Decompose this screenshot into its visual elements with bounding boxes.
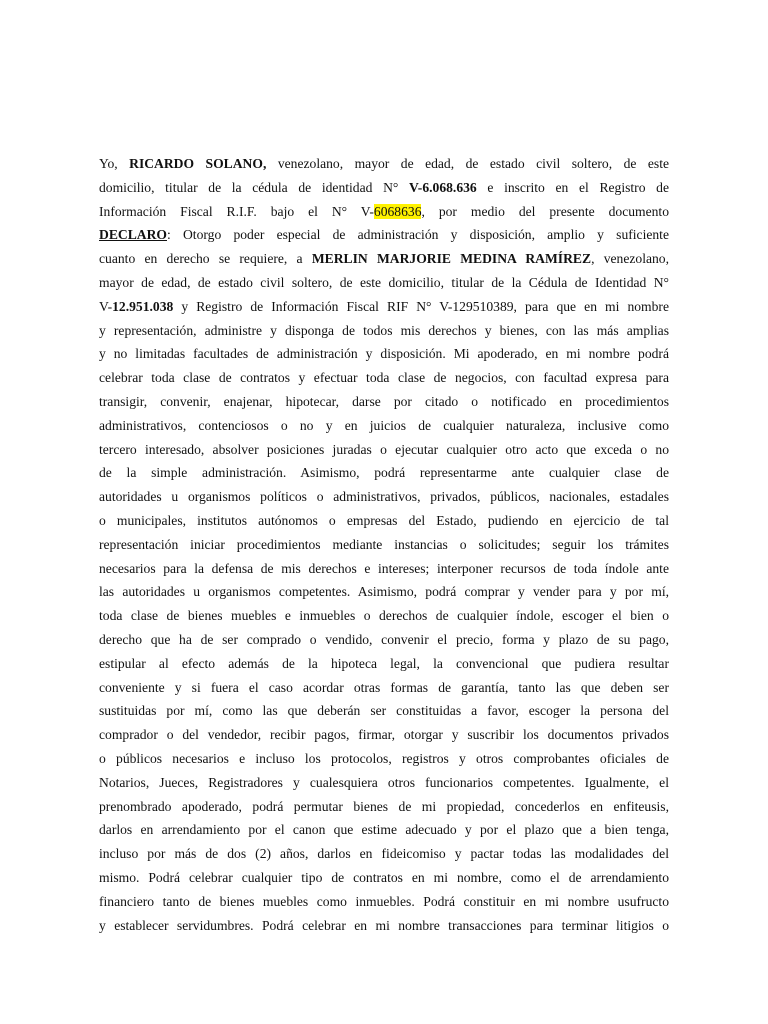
text-run: venezolano, mayor de edad, de estado civil soltero, de este bbox=[266, 156, 669, 171]
text-line bbox=[99, 533, 669, 557]
text-line bbox=[99, 485, 669, 509]
text-run: y no limitadas facultades de administración y disposición. Mi apoderado, en mi nombre podrá bbox=[99, 346, 669, 362]
text-run: prenombrado apoderado, podrá permutar bienes de mi propiedad, concederlos en enfiteusis, bbox=[99, 798, 669, 814]
text-line bbox=[99, 271, 669, 295]
text-run: y Registro de Información Fiscal RIF N° V-129510389, para que en mi nombre bbox=[173, 298, 669, 314]
text-run: estipular al efecto además de la hipoteca legal, la convencional que pudiera resultar bbox=[99, 655, 669, 671]
text-run: mayor de edad, de estado civil soltero, de este domicilio, titular de la Cédula de Identidad N° bbox=[99, 274, 669, 290]
text-run: financiero tanto de bienes muebles como inmuebles. Podrá constituir en mi nombre usufructo bbox=[99, 893, 669, 909]
text-run: de la simple administración. Asimismo, podrá representarme ante cualquier clase de bbox=[99, 465, 669, 481]
text-run: incluso por más de dos (2) años, darlos en fideicomiso y pactar todas las modalidades del bbox=[99, 846, 669, 862]
text-line bbox=[99, 723, 669, 747]
text-line bbox=[99, 628, 669, 652]
text-line bbox=[99, 604, 669, 628]
text-line bbox=[99, 438, 669, 462]
bold-text: MERLIN MARJORIE MEDINA RAMÍREZ bbox=[311, 251, 592, 267]
bold-text: RICARDO SOLANO, bbox=[129, 156, 267, 171]
text-run: tercero interesado, absolver posiciones juradas o ejecutar cualquier otro acto que exceda o no bbox=[99, 441, 669, 457]
text-line bbox=[99, 652, 669, 676]
text-run: toda clase de bienes muebles e inmuebles o derechos de cualquier índole, escoger el bien o bbox=[99, 608, 669, 624]
text-line bbox=[99, 200, 669, 224]
text-line bbox=[99, 699, 669, 723]
text-line bbox=[99, 676, 669, 700]
text-line bbox=[99, 890, 669, 914]
bold-text: 12.951.038 bbox=[112, 298, 174, 314]
text-run: mismo. Podrá celebrar cualquier tipo de contratos en mi nombre, como el de arrendamiento bbox=[99, 869, 669, 885]
text-run: las autoridades u organismos competentes. Asimismo, podrá comprar y vender para y por mí, bbox=[99, 584, 669, 600]
text-run: Notarios, Jueces, Registradores y cualesquiera otros funcionarios competentes. Igualmente, el bbox=[99, 774, 669, 790]
text-line bbox=[99, 580, 669, 604]
text-line bbox=[99, 223, 669, 247]
text-run: comprador o del vendedor, recibir pagos, firmar, otorgar y suscribir los documentos privados bbox=[99, 727, 669, 743]
text-run: : Otorgo poder especial de administración y disposición, amplio y suficiente bbox=[166, 227, 669, 243]
text-line bbox=[99, 390, 669, 414]
text-line bbox=[99, 152, 669, 176]
text-run: V- bbox=[99, 298, 113, 314]
text-run: o públicos necesarios e incluso los protocolos, registros y otros comprobantes oficiales de bbox=[99, 750, 669, 766]
text-line bbox=[99, 771, 669, 795]
text-run: derecho que ha de ser comprado o vendido, convenir el precio, forma y plazo de su pago, bbox=[99, 631, 669, 647]
document-body bbox=[99, 152, 669, 937]
text-run: domicilio, titular de la cédula de identidad N° bbox=[99, 179, 409, 195]
text-run: y establecer servidumbres. Podrá celebrar en mi nombre transacciones para terminar litigios o bbox=[99, 917, 669, 933]
text-run: representación iniciar procedimientos mediante instancias o solicitudes; seguir los trámites bbox=[99, 536, 669, 552]
text-run: o municipales, institutos autónomos o empresas del Estado, pudiendo en ejercicio de tal bbox=[99, 512, 669, 528]
text-line bbox=[99, 414, 669, 438]
bold-text: V-6.068.636 bbox=[409, 179, 477, 195]
text-line bbox=[99, 842, 669, 866]
text-run: cuanto en derecho se requiere, a bbox=[99, 251, 312, 267]
text-run: autoridades u organismos políticos o administrativos, privados, públicos, nacionales, estadales bbox=[99, 489, 669, 505]
text-run: transigir, convenir, enajenar, hipotecar, darse por citado o notificado en procedimientos bbox=[99, 393, 669, 409]
text-run: Información Fiscal R.I.F. bajo el N° V- bbox=[99, 203, 374, 219]
text-line bbox=[99, 247, 669, 271]
text-run: sustituidas por mí, como las que deberán ser constituidas a favor, escoger la persona del bbox=[99, 703, 669, 719]
text-line bbox=[99, 866, 669, 890]
highlighted-text: 6068636 bbox=[373, 203, 422, 219]
text-run: necesarios para la defensa de mis derechos e intereses; interponer recursos de toda índole ante bbox=[99, 560, 669, 576]
text-line bbox=[99, 818, 669, 842]
text-line bbox=[99, 557, 669, 581]
text-run: , venezolano, bbox=[591, 251, 669, 267]
text-line bbox=[99, 319, 669, 343]
text-run: administrativos, contenciosos o no y en juicios de cualquier naturaleza, inclusive como bbox=[99, 417, 669, 433]
text-line bbox=[99, 342, 669, 366]
text-line bbox=[99, 176, 669, 200]
text-line bbox=[99, 914, 669, 938]
text-line bbox=[99, 461, 669, 485]
text-run: y representación, administre y disponga de todos mis derechos y bienes, con las más amplias bbox=[99, 322, 669, 338]
text-line bbox=[99, 295, 669, 319]
text-line bbox=[99, 366, 669, 390]
text-run: e inscrito en el Registro de bbox=[476, 179, 669, 195]
text-run: celebrar toda clase de contratos y efectuar toda clase de negocios, con facultad expresa para bbox=[99, 370, 669, 386]
declaro-keyword: DECLARO bbox=[99, 227, 167, 243]
text-line bbox=[99, 747, 669, 771]
text-line bbox=[99, 509, 669, 533]
text-line bbox=[99, 795, 669, 819]
text-run: , por medio del presente documento bbox=[421, 203, 669, 219]
text-run: Yo, bbox=[99, 156, 130, 171]
text-run: conveniente y si fuera el caso acordar otras formas de garantía, tanto las que deben ser bbox=[99, 679, 669, 695]
text-run: darlos en arrendamiento por el canon que estime adecuado y por el plazo que a bien tenga, bbox=[99, 822, 669, 838]
